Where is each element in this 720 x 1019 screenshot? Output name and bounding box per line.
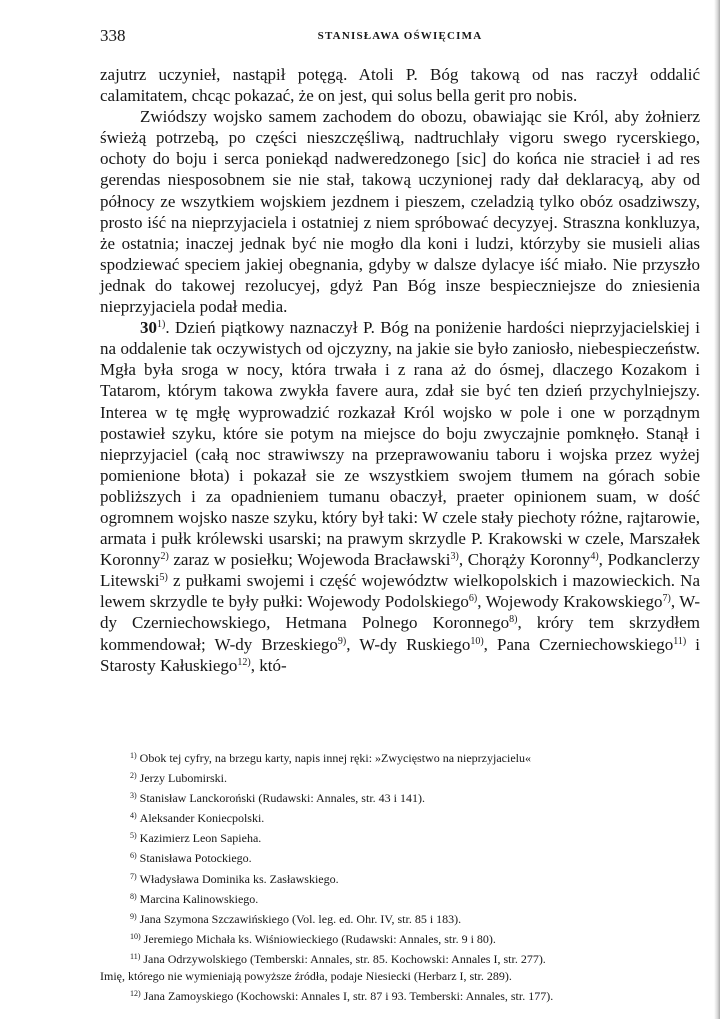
footnote-ref: 5) xyxy=(159,572,168,584)
footnote-text: Jana Zamoyskiego (Kochowski: Annales I, str. 87 i 93. Temberski: Annales, str. 177). xyxy=(143,989,554,1004)
body-text xyxy=(100,64,700,676)
text-segment: z pułkami swojemi i część województw wielkopolskich i mazowieckich. Na lewem skrzydle te były pułki: Wojewody Podolskiego xyxy=(100,571,700,612)
footnotes xyxy=(100,747,700,1005)
footnote-ref: 9) xyxy=(337,635,347,647)
footnote xyxy=(100,908,700,928)
footnote-text: Marcina Kalinowskiego. xyxy=(139,891,259,906)
footnote-ref: 1) xyxy=(157,319,166,331)
text-segment: zaraz w posiełku; Wojewoda Bracławski xyxy=(168,550,451,570)
page-number: 338 xyxy=(100,26,126,45)
text-segment: , W-dy Ruskiego xyxy=(346,634,471,654)
footnote xyxy=(100,868,700,888)
text-segment: . Dzień piątkowy naznaczył P. Bóg na poniżenie hardości nieprzyjacielskiej i na oddalenie tak oczywistych od ojczyzny, na jakie sie było zaniosło, niebespieczeństw. Mgła była sroga w nocy, która trwała i z rana aż do ósmej, dlaczego Kozakom i Tatarom, którym takowa zwykła favere aura, zdał sie być ten dzień przychylniejszy. Interea w tę mgłę wyprowadzić rozkazał Król wojsko w pole i one w porządnym postawieł szyku, które sie potym na miejsce do boju zwyczajnie pomknęło. Stanął i nieprzyjaciel (całą noc strawiwszy na przeprawowaniu taboru i wojska przez wyżej pomienione błota) i pokazał sie ze wszystkiem swojem tłumem na górach sobie pobliższych i za opadnieniem tumanu obaczył, praeter opinionem suam, w dość ogromnem wojsko nasze szyku, który był taki: W czele stały piechoty różne, rajtarowie, armata i pułk królewski usarski; na prawym skrzydle P. Krakowski w czele, Marszałek Koronny xyxy=(100,318,700,570)
footnote xyxy=(100,948,700,968)
footnote-ref: 12) xyxy=(237,656,251,668)
footnote-ref: 7) xyxy=(662,593,671,605)
footnote xyxy=(100,985,700,1005)
footnote-ref: 8) xyxy=(509,614,518,626)
footnote-ref: 10) xyxy=(470,635,484,647)
footnote xyxy=(100,847,700,867)
text-segment: , Pana Czerniechowskiego xyxy=(483,634,674,654)
footnote-text: Stanisław Lanckoroński (Rudawski: Annales, str. 43 i 141). xyxy=(139,791,425,806)
footnote-text: Stanisława Potockiego. xyxy=(139,851,252,866)
footnote-ref: 11) xyxy=(673,635,687,647)
footnote xyxy=(100,807,700,827)
running-head: STANISŁAWA OŚWIĘCIMA xyxy=(317,30,483,42)
footnote xyxy=(100,827,700,847)
footnote-number: 1) xyxy=(130,751,137,760)
text-segment: , Chorąży Koronny xyxy=(458,550,591,570)
footnote xyxy=(100,767,700,787)
paragraph: Zwiódszy wojsko samem zachodem do obozu, obawiając sie Król, aby żołnierz świeżą potrzebą, po części nieszczęśliwą, nadtruchlały vigoru swego rycerskiego, ochoty do boju i serca poniekąd nadweredzonego [sic] do końca nie stracieł i ad res gerendas niesposobnem sie nie stał, takową uczynionej rady dał deklaracyą, aby od północy ze wszytkiem wojskiem jezdnem i pieszem, czeladzią tylko obóz osadziwszy, prosto iść na nieprzyjaciela i ostatniej z niem spróbować decyzyej. Straszna konkluzya, że ostatnia; inaczej jednak być nie mogło dla koni i ludzi, którzyby sie musieli alias spodziewać speciem jakiej obegnania, gdyby w dalsze dylacye iść miało. Nie przyszło jednak do takowej rezolucyej, gdyż Pan Bóg insze bespieczniejsze do zniesienia nieprzyjaciela podał media. xyxy=(100,107,700,317)
page-header xyxy=(100,26,700,48)
footnote-text: Jana Odrzywolskiego (Temberski: Annales, str. 85. Kochowski: Annales I, str. 277). xyxy=(143,951,546,966)
footnote-number: 11) xyxy=(130,951,141,961)
footnote-ref: 2) xyxy=(160,551,169,563)
section-number: 30 xyxy=(140,318,157,338)
paragraph-section-30 xyxy=(100,317,700,676)
footnote xyxy=(100,747,700,767)
footnote-text: Jeremiego Michała ks. Wiśniowieckiego (Rudawski: Annales, str. 9 i 80). xyxy=(143,931,496,946)
footnote-number: 3) xyxy=(130,791,137,801)
text-segment: , W-dy Czerniechowskiego, Hetmana Polnego Koronnego xyxy=(100,592,700,633)
footnote-text: Władysława Dominika ks. Zasławskiego. xyxy=(139,871,339,886)
page-edge-shadow xyxy=(714,0,720,1019)
text-segment: i Starosty Kałuskiego xyxy=(100,634,700,675)
footnote xyxy=(100,928,700,948)
footnote-number: 12) xyxy=(130,989,141,999)
footnote-number: 9) xyxy=(130,911,137,921)
footnote-text: Jerzy Lubomirski. xyxy=(139,771,227,786)
footnote-number: 8) xyxy=(130,891,137,901)
footnote-text: Aleksander Koniecpolski. xyxy=(139,811,265,826)
footnote-number: 7) xyxy=(130,871,137,881)
text-segment: , któ- xyxy=(250,655,287,675)
footnote-number: 6) xyxy=(130,851,137,861)
footnote-text: Imię, którego nie wymieniają powyższe źródła, podaje Niesiecki (Herbarz I, str. 289). xyxy=(100,969,512,984)
text-segment: , króry tem skrzydłem kommendował; W-dy Brzeskiego xyxy=(100,613,700,654)
footnote-text: Kazimierz Leon Sapieha. xyxy=(139,831,262,846)
text-segment: , Podkanclerzy Litewski xyxy=(100,550,700,591)
footnote xyxy=(100,787,700,807)
paragraph: zajutrz uczynieł, nastąpił potęgą. Atoli P. Bóg takową od nas raczył oddalić calamitatem, chcąc pokazać, że on jest, qui solus bella gerit pro nobis. xyxy=(100,65,700,106)
footnote xyxy=(100,888,700,908)
footnote-text: Jana Szymona Szczawińskiego (Vol. leg. ed. Ohr. IV, str. 85 i 183). xyxy=(139,911,462,926)
footnote-text: Obok tej cyfry, na brzegu karty, napis innej ręki: »Zwycięstwo na nieprzyjacielu« xyxy=(139,751,531,765)
text-segment: , Wojewody Krakowskiego xyxy=(477,592,663,612)
footnote-number: 4) xyxy=(130,811,137,821)
footnote-number: 2) xyxy=(130,771,137,781)
footnote-number: 5) xyxy=(130,831,137,841)
footnote-continuation xyxy=(100,968,700,985)
footnote-number: 10) xyxy=(130,931,141,941)
footnote-ref: 4) xyxy=(590,551,599,563)
footnote-ref: 3) xyxy=(450,551,459,563)
footnote-ref: 6) xyxy=(468,593,478,605)
